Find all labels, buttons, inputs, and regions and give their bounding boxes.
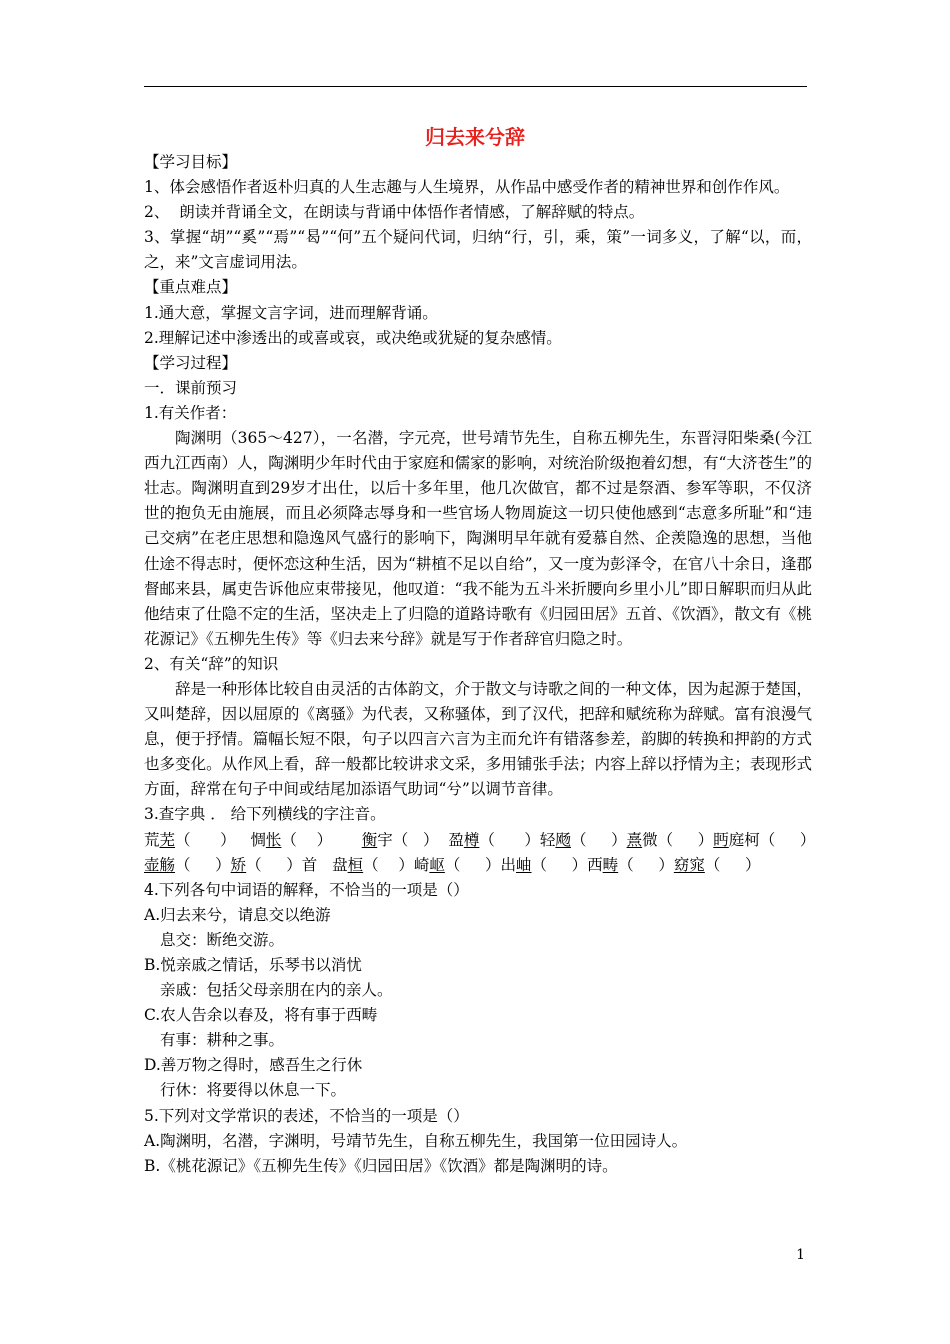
page-number: 1 (796, 1247, 805, 1263)
key-header: 【重点难点】 (144, 278, 238, 297)
pinyin-item: 壶觞（ ） (144, 855, 231, 874)
goals-header: 【学习目标】 (144, 153, 238, 171)
goal-item: 2、 朗读并背诵全文，在朗读与背诵中体悟作者情感，了解辞赋的特点。 (144, 203, 645, 222)
q4-explanation: 有事：耕种之事。 (160, 1031, 285, 1050)
preview-heading: 一．课前预习 (144, 378, 238, 397)
document-title: 归去来兮辞 (425, 125, 525, 149)
q4-heading: 4.下列各句中词语的解释，不恰当的一项是（） (144, 880, 469, 899)
pinyin-item: 飏（ ） (555, 830, 627, 849)
author-heading: 1.有关作者： (144, 403, 237, 422)
pinyin-item: 荒芜（ ） (144, 830, 251, 849)
ci-heading: 2、有关“辞”的知识 (144, 654, 279, 673)
dict-heading: 3.查字典 ． 给下列横线的字注音。 (144, 805, 386, 824)
pinyin-item: 衡宇（ ） (361, 830, 449, 849)
q5-heading: 5.下列对文学常识的表述，不恰当的一项是（） (144, 1106, 469, 1125)
pinyin-item: 惆怅（ ） (250, 830, 362, 849)
key-item: 1.通大意，掌握文言字词，进而理解背诵。 (144, 303, 438, 322)
pinyin-row-1 (144, 828, 816, 853)
pinyin-item: 矫（ ）首 (230, 855, 333, 874)
process-header: 【学习过程】 (144, 353, 238, 372)
pinyin-item: 眄庭柯（ ） (713, 830, 816, 849)
pinyin-item: 盘桓（ ） (332, 855, 414, 874)
q4-explanation: 行休：将要得以休息一下。 (160, 1081, 347, 1100)
author-paragraph: 陶渊明（365～427），一名潜，字元亮，世号靖节先生，自称五柳先生，东晋浔阳柴桑(今江西九江西南）人，陶渊明少年时代由于家庭和儒家的影响，对统治阶级抱着幻想，有“大济苍生”的壮志。陶渊明直到29岁才出仕，以后十多年里，他几次做官，都不过是祭酒、参军等职，不仅济世的抱负无由施展，而且必须降志辱身和一些官场人物周旋这一切只使他感到“志意多所耻”和“违己交病”在老庄思想和隐逸风气盛行的影响下，陶渊明早年就有爱慕自然、企羡隐逸的思想，当他仕途不得志时，便怀恋这种生活，因为“耕植不足以自给”，又一度为彭泽令，在官八十余日，逢郡督邮来县，属吏告诉他应束带接见，他叹道：“我不能为五斗米折腰向乡里小儿”即日解职而归从此他结束了仕隐不定的生活，坚决走上了归隐的道路诗歌有《归园田居》五首、《饮酒》，散文有《桃花源记》《五柳先生传》等《归去来兮辞》就是写于作者辞官归隐之时。 (144, 429, 812, 648)
q4-explanation: 亲戚：包括父母亲朋在内的亲人。 (160, 981, 393, 1000)
key-item: 2.理解记述中渗透出的或喜或哀，或决绝或犹疑的复杂感情。 (144, 328, 562, 347)
q5-option: B.《桃花源记》《五柳先生传》《归园田居》《饮酒》都是陶渊明的诗。 (144, 1156, 618, 1175)
q4-option: B.悦亲戚之情话，乐琴书以消忧 (144, 956, 362, 974)
pinyin-item: 岫（ ）西 (516, 855, 603, 874)
pinyin-item: 窈窕（ ） (673, 855, 761, 874)
q4-option: D.善万物之得时，感吾生之行休 (144, 1056, 363, 1075)
q4-option: C.农人告余以春及，将有事于西畴 (144, 1006, 378, 1025)
q5-option: A.陶渊明，名潜，字渊明，号靖节先生，自称五柳先生，我国第一位田园诗人。 (144, 1131, 688, 1150)
pinyin-item: 熹微（ ） (626, 830, 714, 849)
ci-paragraph: 辞是一种形体比较自由灵活的古体韵文，介于散文与诗歌之间的一种文体，因为起源于楚国，又叫楚辞，因以屈原的《离骚》为代表，又称骚体，到了汉代，把辞和赋统称为辞赋。富有浪漫气息，便于抒情。篇幅长短不限，句子以四言六言为主而允许有错落参差，韵脚的转换和押韵的方式也多变化。从作风上看，辞一般都比较讲求文采，多用铺张手法；内容上辞以抒情为主；表现形式方面，辞常在句子中间或结尾加添语气助词“兮”以调节音律。 (144, 679, 812, 799)
goal-item: 1、体会感悟作者返朴归真的人生志趣与人生境界，从作品中感受作者的精神世界和创作作风。 (144, 178, 790, 197)
pinyin-item: 盈樽（ ）轻 (448, 830, 556, 849)
header-rule (144, 86, 807, 87)
document-body (144, 150, 816, 1179)
q4-option: A.归去来兮，请息交以绝游 (144, 905, 331, 924)
pinyin-item: 畴（ ） (602, 855, 674, 874)
pinyin-row-2 (144, 853, 812, 878)
goal-item: 3、掌握“胡”“奚”“焉”“曷”“何”五个疑问代词，归纳“行，引，乘，策”一词多义，了解“以，而，之，来”文言虚词用法。 (144, 228, 812, 272)
pinyin-item: 崎岖（ ）出 (413, 855, 517, 874)
q4-explanation: 息交：断绝交游。 (160, 930, 285, 949)
